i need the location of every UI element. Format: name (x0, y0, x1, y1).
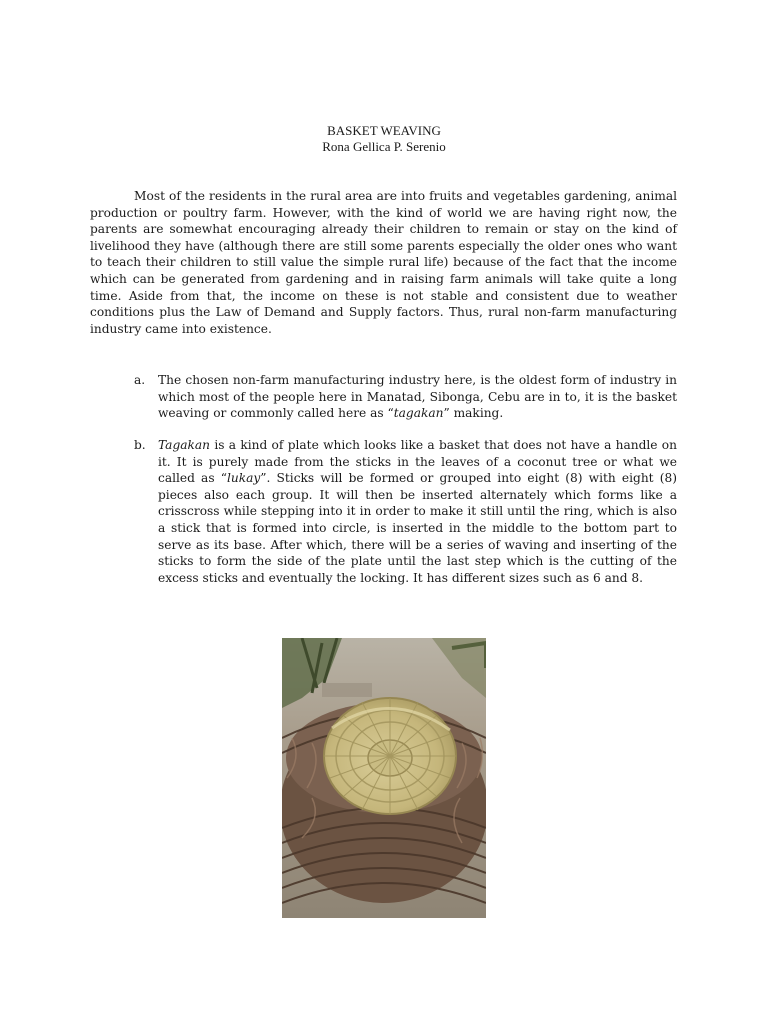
list-marker-a: a. (134, 373, 146, 387)
item-b-text-before: is a kind of plate which looks like a basket that does not have a handle on it. It is purely made from the sticks in the leaves of a coconut tree or what we called as “ (158, 438, 677, 486)
list-item-b-text (158, 437, 677, 586)
list-marker-b: b. (134, 438, 146, 452)
item-b-text-after: ”. Sticks will be formed or grouped into eight (8) with eight (8) pieces also each group. It will then be inserted alternately which forms like a crisscross while stepping into it in order to make it still until the ring, which is also a stick that is formed into circle, is inserted in the middle to the bottom part to serve as its base. After which, there will be a series of waving and inserting of the sticks to form the side of the plate until the last step which is the cutting of the excess sticks and eventually the locking. It has different sizes such as 6 and 8. (158, 471, 677, 585)
item-a-text-after: ” making. (443, 406, 504, 421)
item-a-text-before: The chosen non-farm manufacturing industry here, is the oldest form of industry in which most of the people here in Manatad, Sibonga, Cebu are in to, it is the basket weaving or commonly called here as “ (158, 373, 677, 421)
document-author: Rona Gellica P. Serenio (322, 139, 446, 154)
item-a-term: tagakan (393, 406, 444, 421)
list-item-a-text (158, 372, 677, 422)
item-b-term2: lukay (226, 471, 261, 486)
document-title: BASKET WEAVING (327, 123, 441, 138)
basket-photo-illustration (282, 638, 486, 918)
basket-photo (282, 638, 486, 918)
list-item-a (90, 372, 677, 422)
list-item-b (90, 437, 677, 586)
item-b-term: Tagakan (158, 438, 211, 452)
intro-paragraph: Most of the residents in the rural area are into fruits and vegetables gardening, animal production or poultry farm. However, with the kind of world we are having right now, the parents are somewhat encouraging already their children to remain or stay on the kind of livelihood they have (although there are still some parents especially the older ones who want to teach their children to still value the simple rural life) because of the fact that the income which can be generated from gardening and in raising farm animals will take quite a long time. Aside from that, the income on these is not stable and consistent due to weather conditions plus the Law of Demand and Supply factors. Thus, rural non-farm manufacturing industry came into existence. (90, 189, 677, 336)
